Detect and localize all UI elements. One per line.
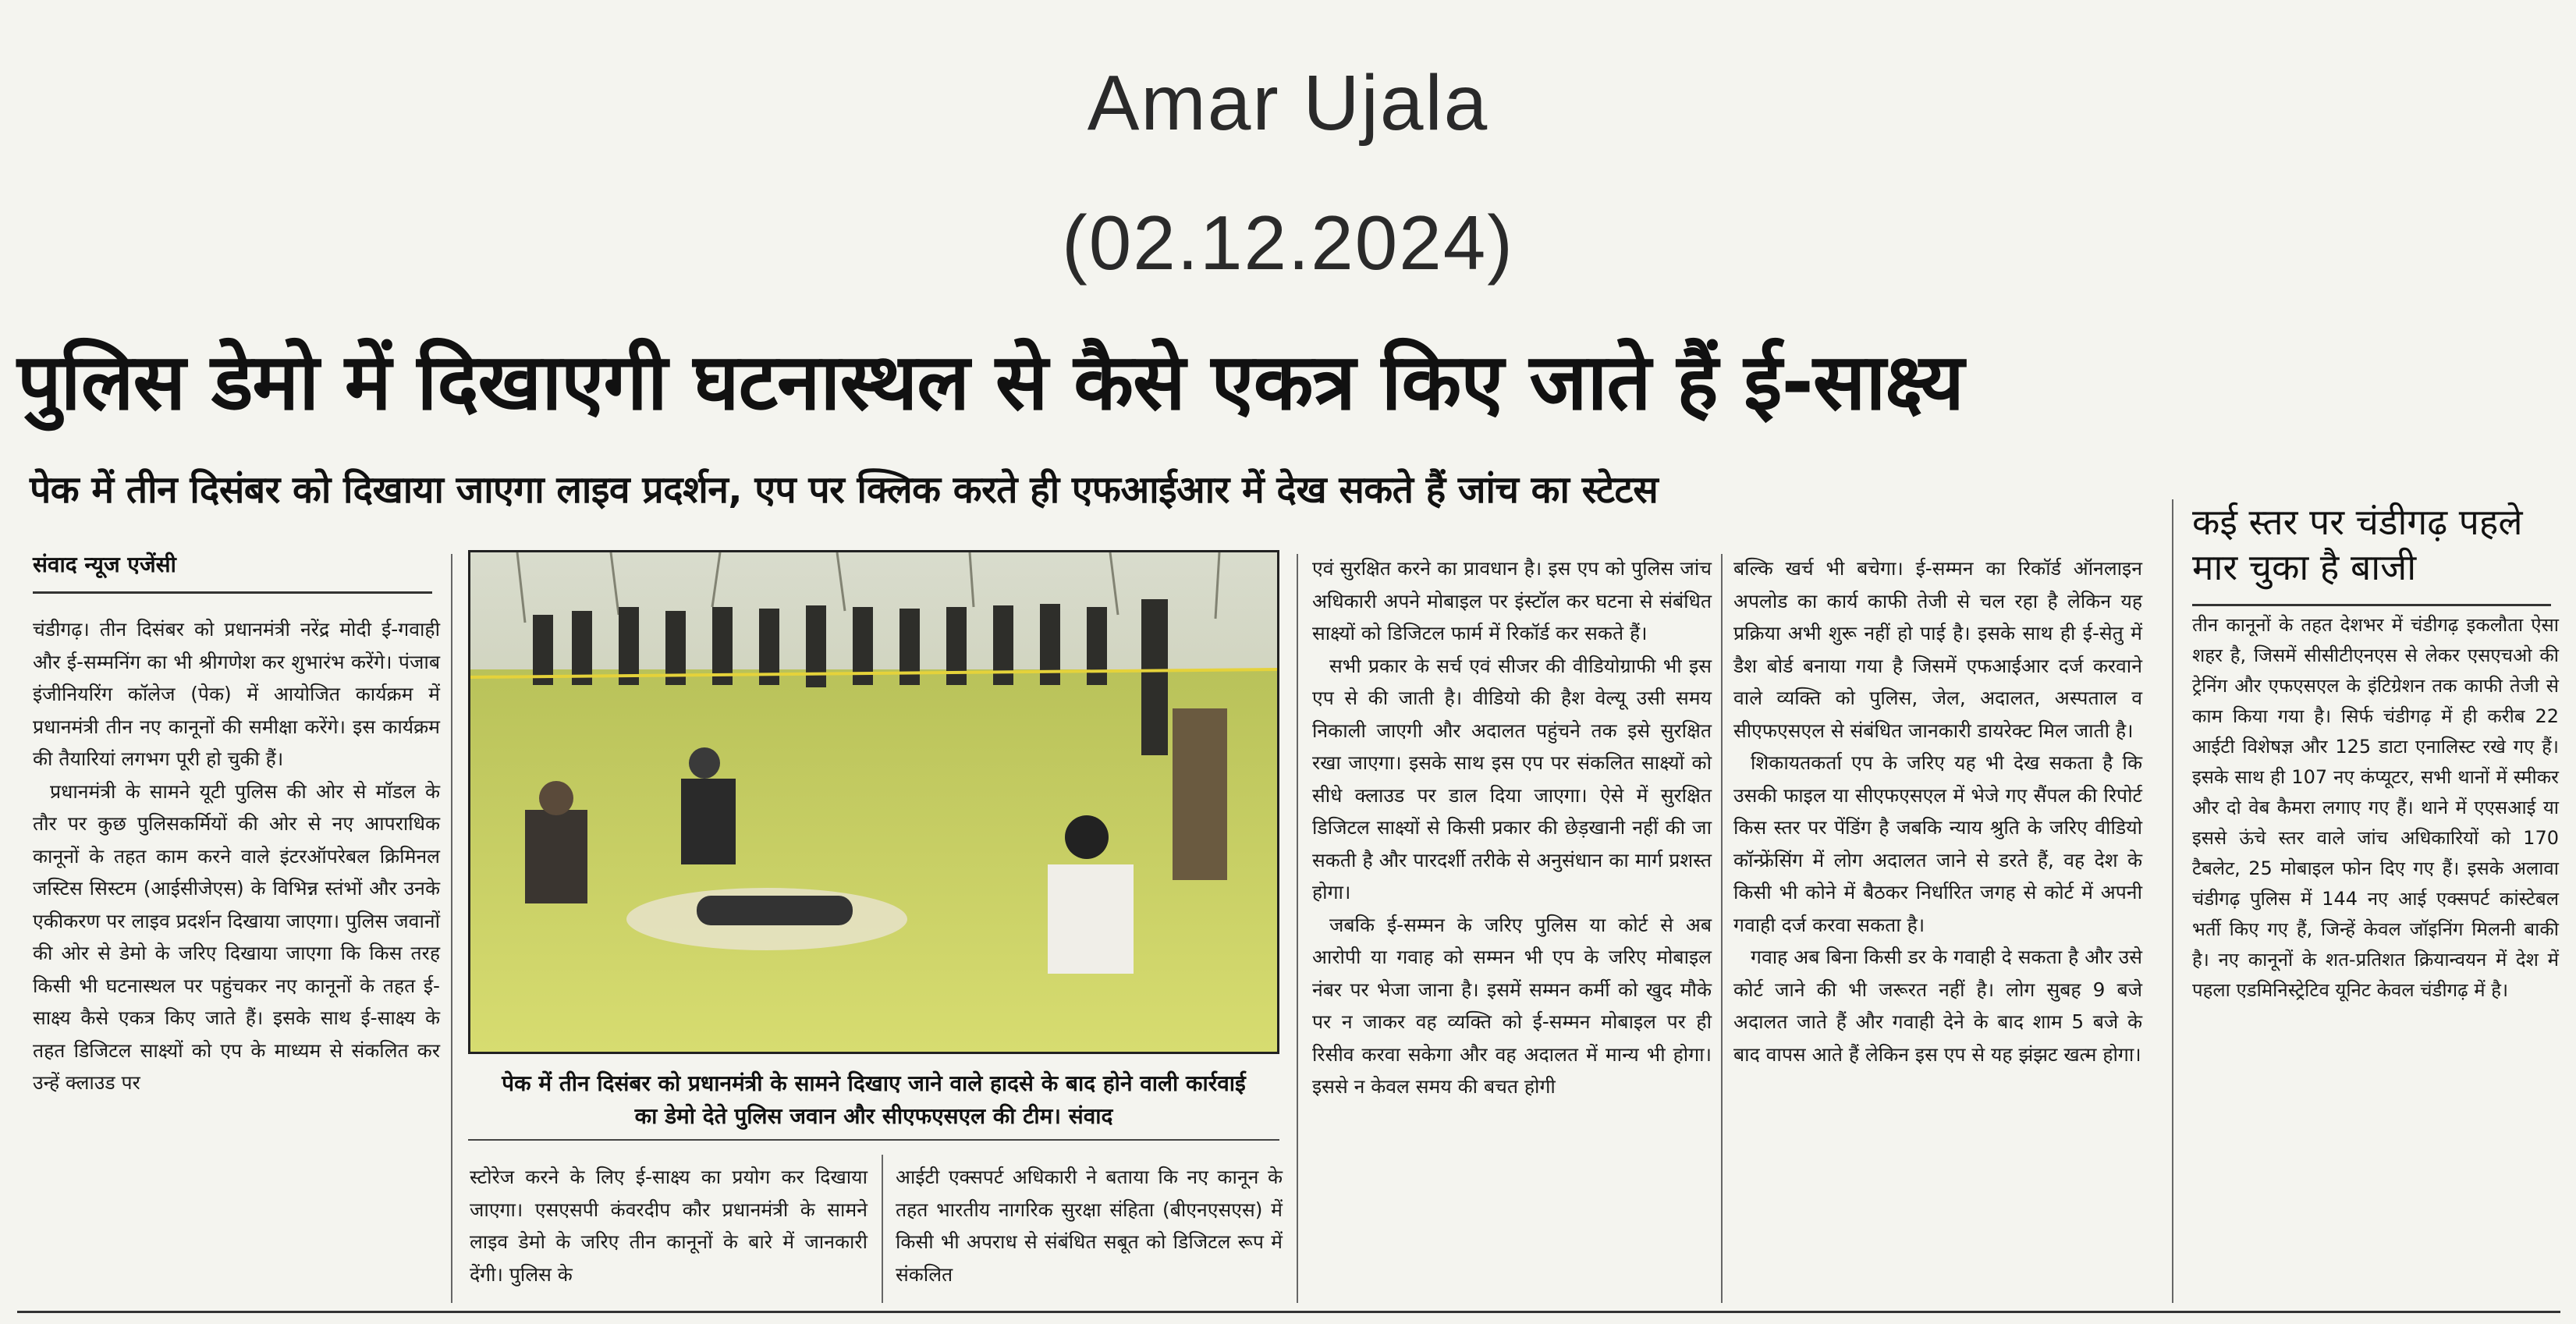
- sidebar-divider: [2192, 604, 2551, 606]
- paragraph: प्रधानमंत्री के सामने यूटी पुलिस की ओर से मॉडल के तौर पर कुछ पुलिसकर्मियों की ओर से नए आपराधिक कानूनों के तहत काम करने वाले इंटरऑपरेबल क्रिमिनल जस्टिस सिस्टम (आईसीजेएस) के विभिन्न स्तंभों और उनके एकीकरण पर लाइव प्रदर्शन दिखाया जाएगा। पुलिस जवानों की ओर से डेमो के जरिए दिखाया जाएगा कि किस तरह किसी भी घटनास्थल पर पहुंचकर नए कानूनों के तहत ई-साक्ष्य कैसे एकत्र किए जाते हैं। इसके साथ ई-साक्ष्य के तहत डिजिटल साक्ष्यों को एप के माध्यम से संकलित कर उन्हें क्लाउड पर: [33, 779, 440, 1094]
- photo-caption: पेक में तीन दिसंबर को प्रधानमंत्री के सामने दिखाए जाने वाले हादसे के बाद होने वाली कार्रवाई का डेमो देते पुलिस जवान और सीएफएसएल की टीम। संवाद: [502, 1070, 1246, 1129]
- sidebar-headline: कई स्तर पर चंडीगढ़ पहले मार चुका है बाजी: [2192, 501, 2523, 588]
- article-column-2: [470, 1161, 868, 1290]
- paragraph: गवाह अब बिना किसी डर के गवाही दे सकता है और उसे कोर्ट जाने की भी जरूरत नहीं है। लोग सुबह 9 बजे अदालत जाते हैं और गवाही देने के बाद शाम 5 बजे के बाद वापस आते हैं लेकिन इस एप से यह झंझट खत्म होगा।: [1733, 946, 2142, 1066]
- paragraph: जबकि ई-सम्मन के जरिए पुलिस या कोर्ट से अब आरोपी या गवाह को सम्मन भी एप के जरिए मोबाइल नंबर पर भेजा जाना है। इसमें सम्मन कर्मी को खुद मौके पर न जाकर वह व्यक्ति को ई-सम्मन मोबाइल पर ही रिसीव करवा सकेगा और वह अदालत में मान्य भी होगा। इससे न केवल समय की बचत होगी: [1312, 913, 1712, 1098]
- police-demo-photo: [470, 552, 1277, 1052]
- paragraph: शिकायतकर्ता एप के जरिए यह भी देख सकता है कि उसकी फाइल या सीएफएसएल में भेजे गए सैंपल की रिपोर्ट किस स्तर पर पेंडिंग है जबकि न्याय श्रुति के जरिए वीडियो कॉन्फ्रेंसिंग में लोग अदालत जाने से डरते हैं, वह देश के किसी भी कोने में बैठकर निर्धारित जगह से कोर्ट में अपनी गवाही दर्ज करवा सकता है।: [1733, 751, 2142, 936]
- paragraph: तीन कानूनों के तहत देशभर में चंडीगढ़ इकलौता ऐसा शहर है, जिसमें सीसीटीएनएस से लेकर एसएचओ की ट्रेनिंग और एफएसएल के इंटिग्रेशन तक काफी तेजी से काम किया गया है। सिर्फ चंडीगढ़ में ही करीब 22 आईटी विशेषज्ञ और 125 डाटा एनालिस्ट रखे गए हैं। इसके साथ ही 107 नए कंप्यूटर, सभी थानों में स्मीकर और दो वेब कैमरा लगाए गए हैं। थाने में एएसआई या इससे ऊंचे स्तर वाले जांच अधिकारियों को 170 टैबलेट, 25 मोबाइल फोन दिए गए हैं। इसके अलावा चंडीगढ़ पुलिस में 144 नए आई एक्सपर्ट कांस्टेबल भर्ती किए गए हैं, जिन्हें केवल जॉइनिंग मिलनी बाकी है। नए कानूनों के शत-प्रतिशत क्रियान्वयन में देश में पहला एडमिनिस्ट्रेटिव यूनिट केवल चंडीगढ़ में है।: [2192, 614, 2559, 1001]
- paragraph: सभी प्रकार के सर्च एवं सीजर की वीडियोग्राफी भी इस एप से की जाती है। वीडियो की हैश वेल्यू उसी समय निकाली जाएगी और अदालत पहुंचने तक इसे सुरक्षित रखा जाएगा। इसके साथ इस एप पर संकलित साक्ष्यों को सीधे क्लाउड पर डाल दिया जाएगा। ऐसे में सुरक्षित डिजिटल साक्ष्यों से किसी प्रकार की छेड़खानी नहीं की जा सकती है और पारदर्शी तरीके से अनुसंधान का मार्ग प्रशस्त होगा।: [1312, 654, 1712, 903]
- column-divider: [2172, 499, 2173, 1303]
- paragraph: चंडीगढ़। तीन दिसंबर को प्रधानमंत्री नरेंद्र मोदी ई-गवाही और ई-सम्मनिंग का भी श्रीगणेश कर शुभारंभ करेंगे। पंजाब इंजीनियरिंग कॉलेज (पेक) में आयोजित कार्यक्रम में प्रधानमंत्री तीन नए कानूनों की समीक्षा करेंगे। इस कार्यक्रम की तैयारियां लगभग पूरी हो चुकी हैं।: [33, 618, 440, 770]
- article-column-5: [1733, 552, 2142, 1070]
- paragraph: एवं सुरक्षित करने का प्रावधान है। इस एप को पुलिस जांच अधिकारी अपने मोबाइल पर इंस्टॉल कर घटना से संबंधित साक्ष्यों को डिजिटल फार्म में रिकॉर्ड कर सकते हैं।: [1312, 557, 1712, 644]
- column-divider: [1721, 554, 1723, 1303]
- byline: संवाद न्यूज एजेंसी: [33, 552, 176, 577]
- sidebar-body: [2192, 610, 2559, 1006]
- page-bottom-rule: [17, 1311, 2560, 1313]
- column-divider: [451, 554, 452, 1303]
- news-photo: [468, 550, 1279, 1054]
- byline-divider: [33, 591, 432, 594]
- article-column-4: [1312, 552, 1712, 1103]
- masthead-date: (02.12.2024): [1062, 200, 1514, 286]
- paragraph: बल्कि खर्च भी बचेगा। ई-सम्मन का रिकॉर्ड ऑनलाइन अपलोड का कार्य काफी तेजी से चल रहा है लेकिन यह प्रक्रिया अभी शुरू नहीं हो पाई है। इसके साथ ही ई-सेतु में डैश बोर्ड बनाया गया है जिसमें एफआईआर दर्ज करवाने वाले व्यक्ति को पुलिस, जेल, अदालत, अस्पताल व सीएफएसएल से संबंधित जानकारी डायरेक्ट मिल जाती है।: [1733, 557, 2142, 742]
- masthead-title: Amar Ujala: [1087, 59, 1489, 147]
- paragraph: आईटी एक्सपर्ट अधिकारी ने बताया कि नए कानून के तहत भारतीय नागरिक सुरक्षा संहिता (बीएनएसएस) में किसी भी अपराध से संबंधित सबूत को डिजिटल रूप में संकलित: [896, 1166, 1283, 1286]
- paragraph: स्टोरेज करने के लिए ई-साक्ष्य का प्रयोग कर दिखाया जाएगा। एसएसपी कंवरदीप कौर प्रधानमंत्री के सामने लाइव डेमो के जरिए तीन कानूनों के बारे में जानकारी देंगी। पुलिस के: [470, 1166, 868, 1286]
- column-divider: [1297, 554, 1298, 1303]
- article-headline: पुलिस डेमो में दिखाएगी घटनास्थल से कैसे एकत्र किए जाते हैं ई-साक्ष्य: [17, 336, 1964, 428]
- article-column-3: [896, 1161, 1283, 1290]
- caption-divider: [468, 1139, 1279, 1141]
- column-divider: [882, 1155, 883, 1303]
- article-column-1: [33, 613, 440, 1099]
- article-subheadline: पेक में तीन दिसंबर को दिखाया जाएगा लाइव प्रदर्शन, एप पर क्लिक करते ही एफआईआर में देख सकते हैं जांच का स्टेटस: [30, 468, 1659, 512]
